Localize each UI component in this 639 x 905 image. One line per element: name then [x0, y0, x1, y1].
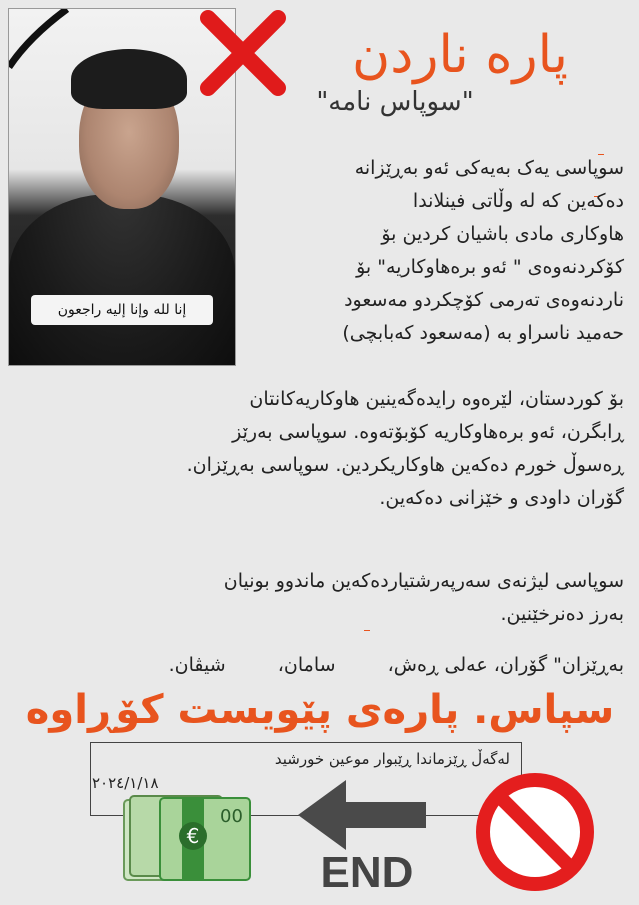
- page-title: پارە ناردن: [352, 25, 568, 85]
- names-line: [30, 650, 624, 680]
- name-item: سامان،: [277, 654, 336, 676]
- text-line: حەمید ناسراو بە (مەسعود کەبابچی): [342, 322, 624, 344]
- signature-names: لەگەڵ ڕێزماندا ڕێبوار موعین خورشید: [274, 750, 510, 768]
- page-subtitle: "سوپاس نامە": [316, 87, 474, 117]
- text-line: بۆ کوردستان، لێرەوە رایدەگەینین هاوکاریەکانتان: [249, 388, 624, 410]
- no-entry-icon: [470, 770, 600, 895]
- photo-hair: [71, 49, 187, 109]
- photo-caption: إنا لله وإنا إليه راجعون: [31, 295, 213, 325]
- photo-body: [9, 194, 235, 366]
- mourning-ribbon-icon: [9, 9, 79, 79]
- text-line: گۆران داودی و خێزانی دەکەین.: [379, 487, 624, 509]
- paragraph-3: [30, 565, 624, 631]
- money-icon: [120, 790, 255, 885]
- paragraph-2: [30, 383, 624, 515]
- text-line: هاوکاری مادی باشیان کردین بۆ: [381, 223, 624, 245]
- text-line: کۆکردنەوەی " ئەو برەهاوکاریە" بۆ: [356, 256, 624, 278]
- thanks-banner: سپاس. پارەی پێویست کۆڕاوە: [25, 687, 615, 733]
- signature-date: ٢٠٢٤/١/١٨: [92, 774, 159, 792]
- text-line: بەرز دەنرخێنین.: [500, 603, 624, 625]
- text-line: ڕەسوڵ خورم دەکەین هاوکاریکردین. سوپاسی بەڕێزان.: [186, 454, 624, 476]
- text-line: سوپاسی یەک بەیەکی ئەو بەڕێزانە: [354, 157, 624, 179]
- name-item: شیڤان.: [168, 654, 226, 676]
- paragraph-1: [244, 152, 624, 350]
- text-line: سوپاسی لیژنەی سەرپەرشتیاردەکەین ماندوو بونیان: [223, 570, 624, 592]
- arrow-left-icon: [298, 780, 428, 850]
- names-label: بەڕێزان" گۆران، عەلی ڕەش،: [387, 654, 624, 676]
- text-line: ڕابگرن، ئەو برەهاوکاریە کۆبۆتەوە. سوپاسی بەرێز: [232, 421, 624, 443]
- text-line: دەکەین کە لە وڵاتی فینلاندا: [412, 190, 624, 212]
- text-line: ناردنەوەی تەرمی کۆچکردو مەسعود: [344, 289, 624, 311]
- svg-text:00: 00: [220, 806, 243, 827]
- end-label: END: [320, 848, 414, 897]
- svg-text:€: €: [186, 824, 200, 848]
